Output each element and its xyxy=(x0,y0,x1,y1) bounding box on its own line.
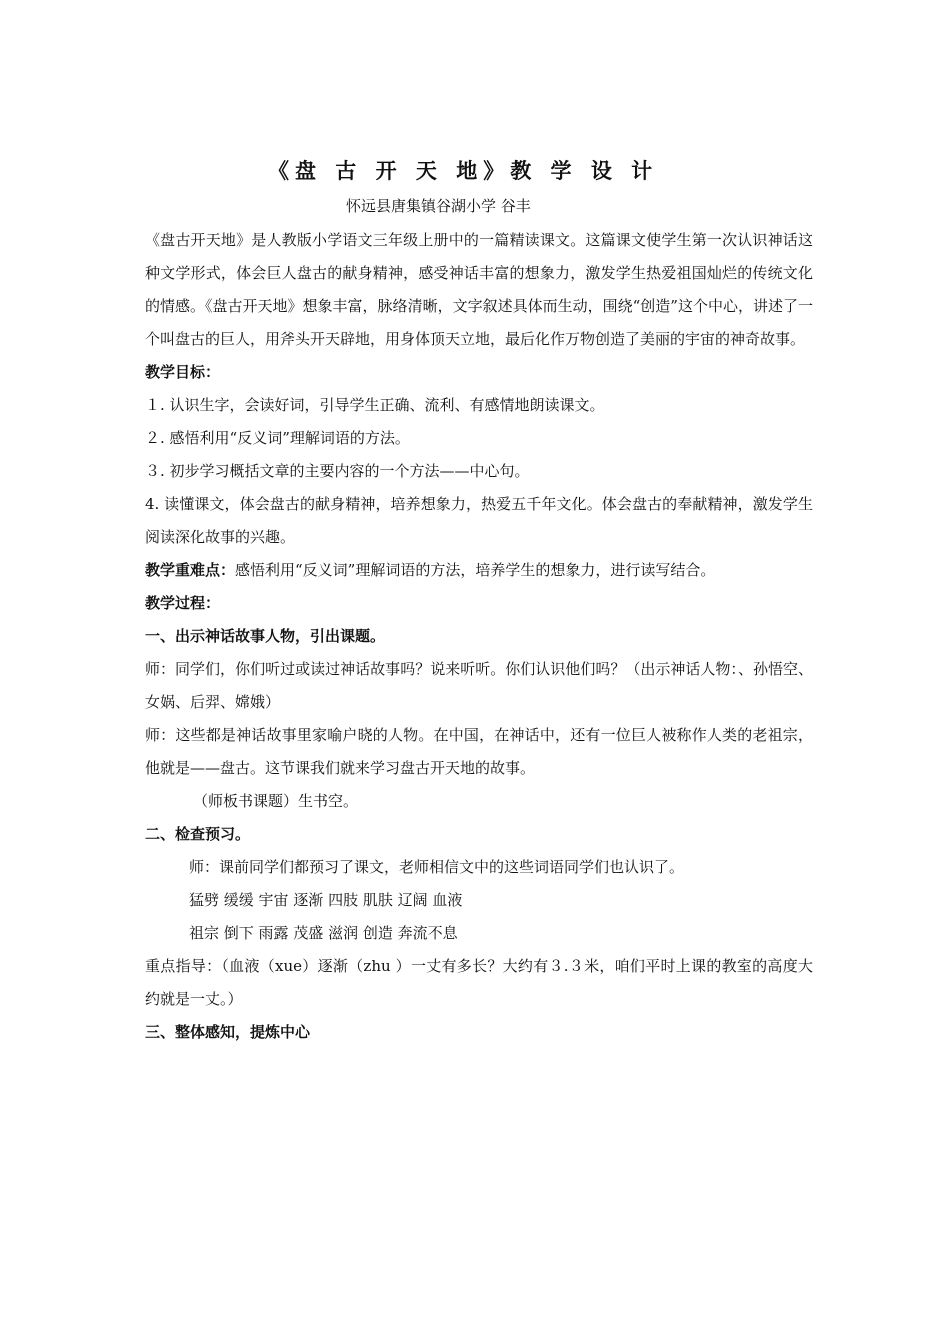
process-heading: 教学过程： xyxy=(145,594,221,612)
vocabulary-line-1: 猛劈 缓缓 宇宙 逐渐 四肢 肌肤 辽阔 血液 xyxy=(189,891,463,909)
goals-heading: 教学目标： xyxy=(145,363,221,381)
intro-paragraph: 《盘古开天地》是人教版小学语文三年级上册中的一篇精读课文。这篇课文使学生第一次认识神话这种文学形式，体会巨人盘古的献身精神，感受神话丰富的想象力，激发学生热爱祖国灿烂的传统文化的情感。《盘古开天地》想象丰富，脉络清晰，文字叙述具体而生动，围绕“创造”这个中心，讲述了一个叫盘古的巨人，用斧头开天辟地，用身体顶天立地，最后化作万物创造了美丽的宇宙的神奇故事。 xyxy=(145,231,813,348)
key-points-line xyxy=(145,554,813,587)
section-1-heading: 一、出示神话故事人物，引出课题。 xyxy=(145,627,386,645)
goal-item-4: 4. 读懂课文，体会盘古的献身精神，培养想象力，热爱五千年文化。体会盘古的奉献精神，激发学生阅读深化故事的兴趣。 xyxy=(145,495,813,546)
section-2-heading: 二、检查预习。 xyxy=(145,825,251,843)
section-2-paragraph-2: 重点指导：（血液（xue）逐渐（zhu ）一丈有多长？大约有３.３米，咱们平时上课的教室的高度大约就是一丈。） xyxy=(145,957,813,1008)
doc-body xyxy=(145,224,813,1049)
key-points-text: 感悟利用“反义词”理解词语的方法，培养学生的想象力，进行读写结合。 xyxy=(235,561,716,579)
doc-title: 《盘 古 开 天 地》教 学 设 计 xyxy=(268,158,659,183)
vocabulary-line-2: 祖宗 倒下 雨露 茂盛 滋润 创造 奔流不息 xyxy=(189,924,458,942)
section-3-heading: 三、整体感知，提炼中心 xyxy=(145,1023,311,1041)
goal-item-1: １. 认识生字，会读好词，引导学生正确、流利、有感情地朗读课文。 xyxy=(145,396,605,414)
section-1-paragraph-3: （师板书课题）生书空。 xyxy=(193,792,359,810)
key-points-label: 教学重难点： xyxy=(145,561,236,579)
goal-item-2: ２. 感悟利用“反义词”理解词语的方法。 xyxy=(145,429,410,447)
section-1-paragraph-1: 师：同学们，你们听过或读过神话故事吗？说来听听。你们认识他们吗？（出示神话人物：、孙悟空、女娲、后羿、嫦娥） xyxy=(145,660,813,711)
goal-item-3: ３. 初步学习概括文章的主要内容的一个方法——中心句。 xyxy=(145,462,530,480)
doc-author: 怀远县唐集镇谷湖小学 谷丰 xyxy=(346,197,531,215)
section-2-paragraph-1: 师：课前同学们都预习了课文，老师相信文中的这些词语同学们也认识了。 xyxy=(189,858,685,876)
section-1-paragraph-2: 师：这些都是神话故事里家喻户晓的人物。在中国，在神话中，还有一位巨人被称作人类的老祖宗，他就是——盘古。这节课我们就来学习盘古开天地的故事。 xyxy=(145,726,813,777)
